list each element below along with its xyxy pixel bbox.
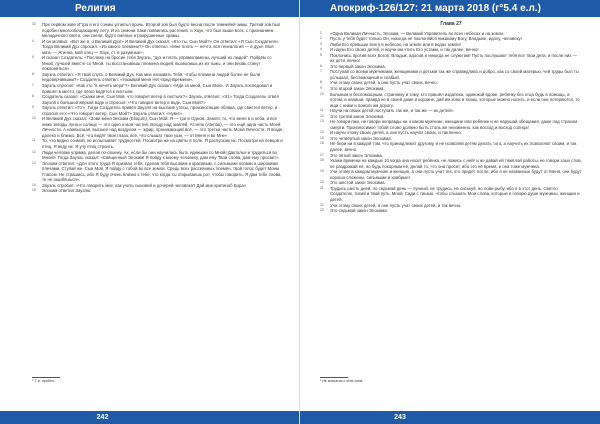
verse-text: Зауэль ответил: «Я твой слуга, о Великий Дух. Как мне называть Тебя, чтобы племена людей более не были недоверчивыми?» Создатель ответил: «Называй меня Нет-пред-Времени». (42, 71, 261, 83)
verse-text: Это второй закон Элохима. (330, 86, 385, 92)
verse (320, 208, 582, 214)
verse-text: Больным и беспомощным, страннику и тому, кто пришёл издалека, одинокой вдове, ребёнку без отца будь в помощь, а потом, и напиши, правда не в своей доме и корзине, дай им кони и тканы, которые можно носить, и если они потеряются, то ищи с ними и помоги им дорогу. (330, 91, 580, 108)
verse-text: Не бери ни в каждой том, что принадлежит другому, и не позволяй детям делать того, а научить их позволяют своим, и так далее, вечно. (330, 141, 577, 153)
verse-number: 18 (320, 158, 324, 163)
right-text-block (320, 22, 582, 214)
verse-text: Это четвёртый закон Элохима. (330, 135, 392, 141)
verse-text: И научи Его своих детей, и научи им чтить Его устами, и так далее, вечно! (330, 47, 479, 53)
verse-number: 23 (320, 208, 324, 213)
right-header: Апокриф-126/127: 21 марта 2018 (ᴦ°5.4 е.л.) (300, 0, 600, 17)
verse-text: И Великий Дух сказал: «Зови меня Элохим (Eloqum), Сын Мой: Я — три в Одном. Земля, то, что меня в и неба, и всё ниже звёзды луна и солнце — это одно и моя частей. Всюду над землёй, Атэнтю (Atentia), — это ещё одна часть Моей Личности. А наивысшая, высшее над воздухом — эфир, проникающий всё, — это третья часть Моей Личности. Я везде, далеко и близко. Всё, что видят твои глаза, всё, что слышат твои уши, — от Меня и во Мне». (42, 116, 284, 138)
verse-text: Это пятый закон Элохима. (330, 152, 384, 158)
verse-text: И сказал Создатель: «Послежу на бросие тебя Зауэль, "дух и плоть упрамопамены, лучший из людей". Пойдём со Мной, лучшей вместе со Мной, ты восстановишь племена людей, вызволишь их из тьмы, и они вновь станут поклоняться». (42, 55, 272, 72)
verse-number: 9 (32, 105, 34, 110)
verse-number: 10 (32, 116, 36, 121)
right-page-number: 243 (394, 414, 406, 421)
verse-number: 2 (320, 36, 322, 41)
verse-text: Люди человек упряма, делая по-своему. Ах, если бы они научились быть едиными со Мной! Дакталья и трудиться во Мной!» Тогда Зауэль сказал: «Священный Элохим! Я пойду к моему человеку, дам ему Твои слова, дам ему просвет». (42, 149, 280, 161)
left-footnote-rule (32, 377, 60, 378)
verse-text: Учи этому своих детей, а они пусть учат своих, вечно. (330, 80, 438, 86)
verse-number: 15 (320, 135, 324, 140)
verse-number: 22 (320, 202, 324, 207)
verse (32, 39, 284, 56)
verse-number: 14 (320, 130, 324, 135)
verse-number: 6 (320, 63, 322, 68)
left-page-number: 242 (96, 414, 109, 421)
verse-text: То, что видно сонмой, не испытывает трудностей. Посмотри же на цветы в поле. Я распускаю их. Посмотри на певцов и птиц. Я веду их. Я учу птиц строить. (42, 138, 283, 150)
verse-text: Это третий закон Элохима. (330, 113, 385, 119)
verse-text: Поступай со всеми мужчинами, женщинами и детьми так же справедливо и добро, как со своей матерью, чей труды был ты услышал, беспомощный и слабый. (330, 69, 579, 80)
verse-text: Поклонись против всех Богов, Владык, идолов и никогда не служи им! Пусть послушают тебя все твои дети, и после них — их дети, вечно! (330, 52, 577, 64)
verse-number: 4 (32, 38, 34, 43)
verse (320, 186, 582, 203)
page-right (300, 0, 600, 424)
verse-number: 11 (320, 108, 324, 113)
verse-text: Пусть у тебя будет только Он, никогда не поклоняйся никакому Богу, Владыке, идолу, человеку! (330, 36, 522, 42)
verse-number: 20 (320, 180, 324, 185)
verse (320, 53, 582, 64)
verse-text: Не говори лжи, не говори неправды ни о каком мужчине, женщине или ребёнке и не нарушай обещания, даже под страхом смерти. Произносимое тобой слово должно быть столь же неизменно, как восход и восход солнца! (330, 119, 578, 130)
verse-number: 7 (320, 69, 322, 74)
verse-number: 6 (32, 71, 34, 76)
verse-number: 9 (320, 86, 322, 91)
verse-text: Учи этому своих детей, а они пусть учат своих детей, и так вечно. (330, 202, 462, 208)
verse-number: 11 (32, 138, 36, 143)
verse (32, 72, 284, 83)
verse-number: 7 (32, 83, 34, 88)
verse-number: 5 (32, 55, 34, 60)
verse-number: 10 (320, 91, 324, 96)
verse-text: Зауэль ответил: «Го'». Тогда Создатель привёл Зауэля на высокие утёсы, произносящие облака, где свистел ветер, и спросил его: «Что говорит ветер, Сын Мой?» Зауэль ответил: «Нувн!» (42, 105, 278, 116)
verse (32, 188, 284, 194)
verse (320, 169, 582, 180)
left-text-block (32, 22, 284, 194)
right-page-number-bar (300, 411, 600, 424)
verse-text: Научи на своих детей поступать так же, и так же — их детей». (330, 108, 455, 114)
verse-number: 16 (320, 141, 324, 146)
verse-text: При первом зове И"гра и его сонмы углилъл прочь. Второй зов был будто весна после темнейей зимы. Третий зов был подобен многообещающему лету. И из семени Хаки появились растения, и Хаук, что был выше всех, с признанием мелодичного света, они снели, будто смелые и разрушенные храмы. (42, 22, 281, 39)
verse-number: 19 (320, 169, 324, 174)
verse (32, 94, 284, 105)
verse (320, 69, 582, 80)
left-page-number-bar (0, 411, 300, 424)
verse-text: «Одна Великая Личность, Элохим, — Великий Управитель во всех небесах и на земле. (330, 30, 505, 36)
verse-number: 21 (320, 185, 324, 190)
verse-text: Элохим ответил: «Для этого труда Я призвал тебя, сделав тебя высоким и красивым, с сильными ногами и широкими плечами. Ступай же, Сын Мой, Я пойду с тобой во все земли. Средь всех рассеянных племён, твой голос будет Моим Гласом. Не страшись, ибо Я буду очень близко к тебе, что когда ты открываешь рот, чтобы говорить, Я дам тебе слова, те не ошибёшься». (42, 160, 282, 183)
verse-number: 12 (32, 149, 36, 154)
left-header: Религия (0, 0, 300, 17)
verse (320, 141, 582, 152)
verse-text: Люби Его превыше всего в небесах, на земле или в водах земли! (330, 41, 461, 47)
right-footnote-rule (320, 377, 348, 378)
verse-text: И научи этому своих детей, а они пусть научат своих, и так вечно. (330, 130, 462, 136)
verse-number: 17 (320, 152, 324, 157)
verse (32, 83, 284, 94)
verse-number: 14 (32, 182, 36, 187)
verse (32, 116, 284, 138)
verse-number: 3 (320, 41, 322, 46)
verse (320, 92, 582, 109)
verse-number: 13 (320, 119, 324, 124)
verse (320, 119, 582, 130)
left-footnote: ¹ Т. е. пробел. (32, 379, 55, 383)
verse-text: Элохим ответил Зауэлю: (42, 188, 92, 194)
verse-number: 12 (320, 113, 324, 118)
verse-text: Учи этому в каждом мужчине и женщин, а они пусть учат тех, кто придёт после, ибо я не названные будут от Меня, они будут хорошо сложены, сильными и храбрые! (330, 169, 582, 180)
verse-number: 13 (32, 160, 36, 165)
verse-text: Трудись шесть дней, по седьмой день — лунный, не трудись, не сиськуй, но лови рыбу, ибо я в этот день. Светло Создателю, тихий и твой путь. Мной. Сиди с тишью, чтобы слышать Мои слова, которые я говорю душе мужчины, женщин и детей. (330, 185, 580, 202)
verse-number: 15 (32, 188, 36, 193)
right-footnote: ¹ Не значатся с этих слов. (320, 379, 364, 383)
verse-text: Это шестой закон Элохима. (330, 180, 386, 186)
verse-text: Зауэль спросил: «Что говорить мне, как учить сыновей и дочерей человека? Дай мне критиноб Бора». (42, 182, 248, 188)
verse-text: Создатель сказал: «Скажи мне, Сын Мой, что говорит ветер в листьях?» Зауэль ответил: «Э1» Тогда Создатель отвёл Зауэля к большой жёркой воде и спросил: «Что говорит ветер в воде, Сын Мой?» (42, 94, 280, 105)
verse (32, 138, 284, 149)
verse-text: Это седьмой закон Элохима. (330, 208, 388, 214)
verse-number: 5 (320, 52, 322, 57)
verse-text: Укажи времени на каждые 10 когда она носит ребёнка, не ложись с ней¹ и не давай ей тяжёлой работы, не говори злых слов, не раздражай её, но будь покорным её, делай то, что она просит, ибо это её время, и она тоже мужчина. (330, 158, 582, 169)
verse (320, 158, 582, 169)
verse-number: 8 (32, 94, 34, 99)
verse-text: Зауэль спросил: «Как это "в нечеть мера"?» Великий Дух сказал: «Иди за мной, Сын Мой». И Зауэль последовал и пришёл в место, где лёгко ведётся к листьям. (42, 83, 273, 94)
verse-number: 8 (320, 80, 322, 85)
verse (32, 22, 284, 39)
verse (32, 150, 284, 161)
verse-text: Это первый закон Элохима. (330, 63, 386, 69)
chapter-heading: Глава 27 (440, 21, 462, 27)
verse-number: 1 (320, 30, 322, 35)
verse (32, 161, 284, 183)
verse (32, 55, 284, 72)
verse-number: 4 (320, 47, 322, 52)
verse-text: И он молвил: «Вот же я, о Великий Дух!» И Великий Дух сказал: «Кто ты, Сын Мой?» Он ответил: «Я Сын Создателя». Тогда Великий Дух спросил: «Из какого племени?» Он ответил: «Мне плоть — нечто, вся генеалогия — в духе. Моя мать — Ж'инна, мой отец — Хаук, ст. в разумные». (42, 38, 280, 55)
verse (32, 105, 284, 116)
verse-number: 32 (32, 22, 36, 26)
